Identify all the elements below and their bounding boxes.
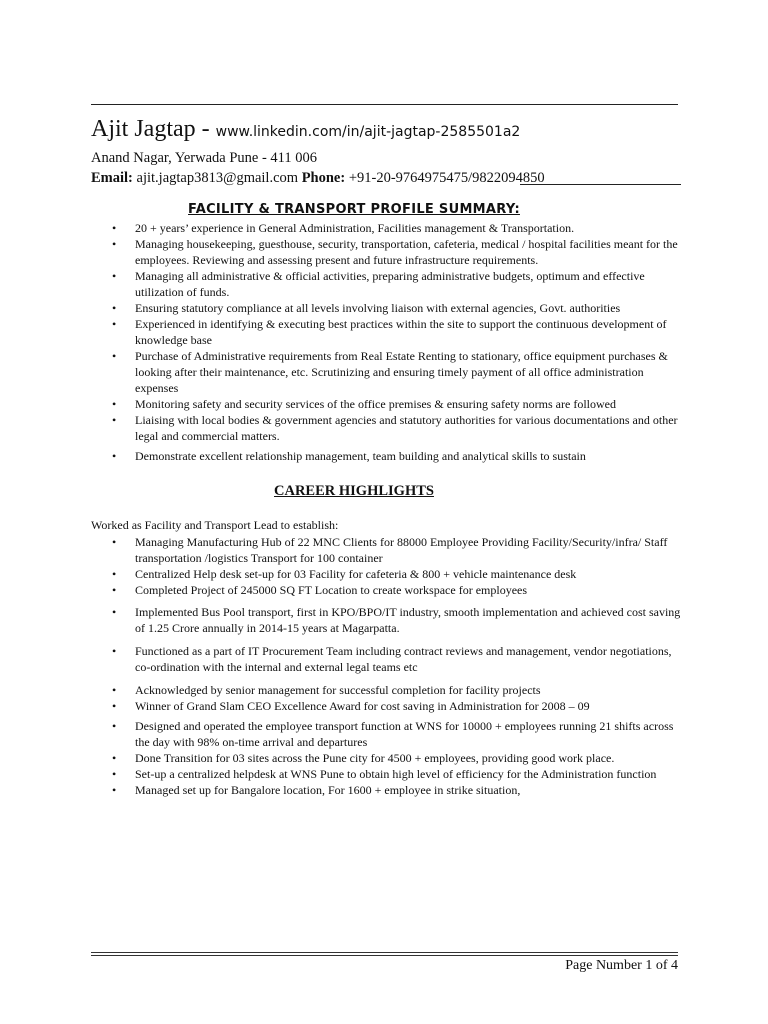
list-item: • Acknowledged by senior management for successful completion for facility projects bbox=[91, 682, 681, 698]
list-item: • Liaising with local bodies & government agencies and statutory authorities for various documentations and other legal and commercial matters. bbox=[91, 412, 681, 444]
list-item: • Completed Project of 245000 SQ FT Location to create workspace for employees bbox=[91, 582, 681, 598]
footer-rule bbox=[91, 952, 678, 953]
summary-list bbox=[91, 220, 681, 464]
list-item: • Set-up a centralized helpdesk at WNS Pune to obtain high level of efficiency for the Administration function bbox=[91, 766, 681, 782]
address: Anand Nagar, Yerwada Pune - 411 006 bbox=[91, 150, 318, 166]
page-number: Page Number 1 of 4 bbox=[565, 958, 678, 973]
linkedin-link[interactable]: www.linkedin.com/in/ajit-jagtap-2585501a2 bbox=[215, 124, 521, 140]
career-list bbox=[91, 534, 681, 798]
list-item: • Ensuring statutory compliance at all levels involving liaison with external agencies, Govt. authorities bbox=[91, 300, 681, 316]
list-item: • Functioned as a part of IT Procurement Team including contract reviews and management, vendor negotiations, co-ordination with the internal and external legal teams etc bbox=[91, 643, 681, 675]
list-item: • Implemented Bus Pool transport, first in KPO/BPO/IT industry, smooth implementation and achieved cost saving of 1.25 Crore annually in 2014-15 years at Magarpatta. bbox=[91, 604, 681, 636]
list-item: • Managing housekeeping, guesthouse, security, transportation, cafeteria, medical / hospital facilities meant for the employees. Reviewing and assessing present and future infrastructure requirements. bbox=[91, 236, 681, 268]
footer-rule-double bbox=[91, 955, 678, 956]
contact-underline bbox=[520, 184, 681, 185]
list-item: • Centralized Help desk set-up for 03 Facility for cafeteria & 800 + vehicle maintenance desk bbox=[91, 566, 681, 582]
resume-header bbox=[91, 114, 681, 188]
list-item: • Purchase of Administrative requirements from Real Estate Renting to stationary, office equipment purchases & looking after their maintenance, etc. Scrutinizing and ensuring timely payment of all office administration expenses bbox=[91, 348, 681, 396]
list-item: • Managing all administrative & official activities, preparing administrative budgets, optimum and effective utilization of funds. bbox=[91, 268, 681, 300]
list-item: • Demonstrate excellent relationship management, team building and analytical skills to sustain bbox=[91, 448, 681, 464]
phone-value: +91-20-9764975475/9822094850 bbox=[345, 170, 545, 186]
candidate-name: Ajit Jagtap - bbox=[91, 116, 216, 142]
top-rule bbox=[91, 104, 678, 105]
list-item: • Done Transition for 03 sites across the Pune city for 4500 + employees, providing good work place. bbox=[91, 750, 681, 766]
summary-title: FACILITY & TRANSPORT PROFILE SUMMARY: bbox=[188, 202, 520, 217]
email-value[interactable]: ajit.jagtap3813@gmail.com bbox=[132, 170, 302, 186]
list-item: • 20 + years’ experience in General Administration, Facilities management & Transportation. bbox=[91, 220, 681, 236]
list-item: • Designed and operated the employee transport function at WNS for 10000 + employees running 21 shifts across the day with 98% on-time arrival and departures bbox=[91, 718, 681, 750]
name-line bbox=[91, 114, 681, 147]
email-label: Email: bbox=[91, 170, 133, 186]
list-item: • Monitoring safety and security services of the office premises & ensuring safety norms are followed bbox=[91, 396, 681, 412]
list-item: • Experienced in identifying & executing best practices within the site to support the continuous development of knowledge base bbox=[91, 316, 681, 348]
list-item: • Managing Manufacturing Hub of 22 MNC Clients for 88000 Employee Providing Facility/Security/infra/ Staff transportation /logistics Transport for 100 container bbox=[91, 534, 681, 566]
career-intro: Worked as Facility and Transport Lead to establish: bbox=[91, 518, 339, 532]
contact-line bbox=[91, 168, 681, 188]
phone-label: Phone: bbox=[301, 170, 346, 186]
list-item: • Managed set up for Bangalore location, For 1600 + employee in strike situation, bbox=[91, 782, 681, 798]
list-item: • Winner of Grand Slam CEO Excellence Award for cost saving in Administration for 2008 – 09 bbox=[91, 698, 681, 714]
career-title: CAREER HIGHLIGHTS bbox=[274, 483, 434, 499]
